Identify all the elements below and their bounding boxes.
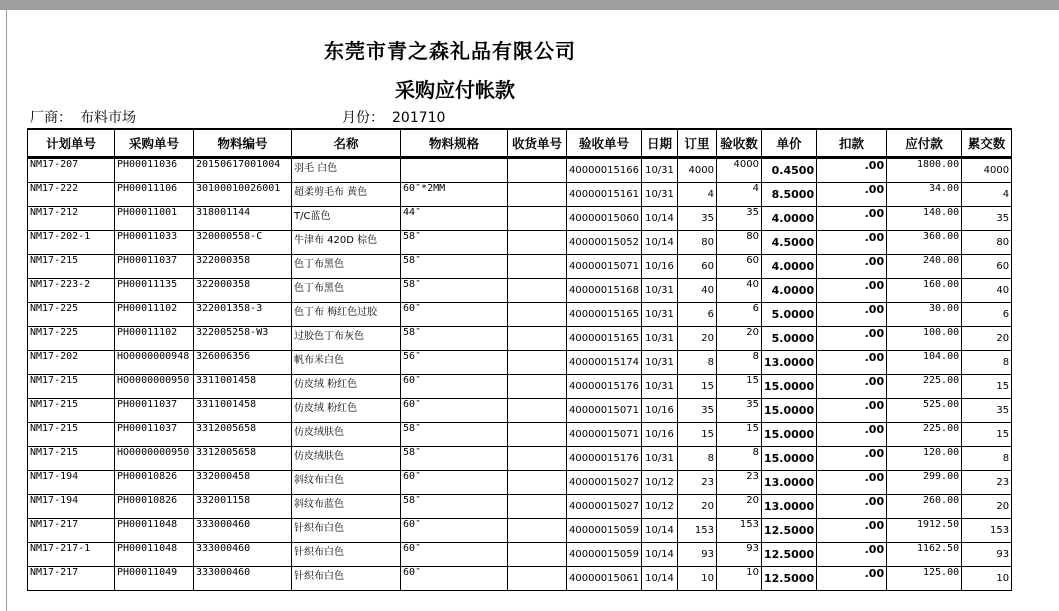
table-row: [28, 519, 1012, 543]
cell-receipt-no: [508, 495, 567, 519]
cell-material-code: 3311001458: [194, 399, 292, 423]
column-header-inspection-no: 验收单号: [567, 129, 642, 157]
cell-plan-no: NM17-217: [28, 519, 115, 543]
cell-receipt-no: [508, 303, 567, 327]
cell-purchase-no: PH00011036: [115, 159, 194, 183]
cell-material-code: 30100010026001: [194, 183, 292, 207]
cell-receipt-no: [508, 423, 567, 447]
cell-receipt-no: [508, 255, 567, 279]
cell-inspection-no: 40000015027: [567, 495, 642, 519]
table-row: [28, 375, 1012, 399]
cell-accepted-qty: 10: [717, 567, 762, 591]
cell-accepted-qty: 60: [717, 255, 762, 279]
cell-inspection-no: 40000015052: [567, 231, 642, 255]
cell-purchase-no: PH00010826: [115, 471, 194, 495]
cell-date: 10/31: [642, 351, 678, 375]
cell-name: 超柔剪毛布 黄色: [292, 183, 401, 207]
column-header-material-code: 物料编号: [194, 129, 292, 157]
cell-material-code: 333000460: [194, 567, 292, 591]
table-row: [28, 303, 1012, 327]
cell-spec: 60″: [401, 471, 508, 495]
cell-deduction: .00: [817, 567, 887, 591]
cell-accepted-qty: 35: [717, 207, 762, 231]
cell-date: 10/31: [642, 327, 678, 351]
cell-unit-price: 12.5000: [762, 519, 817, 543]
payables-table: [27, 158, 1012, 591]
cell-spec: 60″: [401, 567, 508, 591]
cell-accepted-qty: 15: [717, 423, 762, 447]
cell-date: 10/16: [642, 255, 678, 279]
cell-deduction: .00: [817, 399, 887, 423]
cell-order-qty: 10: [678, 567, 717, 591]
cell-inspection-no: 40000015165: [567, 303, 642, 327]
cell-purchase-no: PH00011033: [115, 231, 194, 255]
cell-spec: 60″*2MM: [401, 183, 508, 207]
cell-deduction: .00: [817, 543, 887, 567]
cell-inspection-no: 40000015061: [567, 567, 642, 591]
column-header-plan-no: 计划单号: [28, 129, 115, 157]
cell-cumulative-qty: 35: [962, 207, 1012, 231]
cell-deduction: .00: [817, 471, 887, 495]
cell-unit-price: 15.0000: [762, 423, 817, 447]
cell-name: 斜纹布蓝色: [292, 495, 401, 519]
cell-purchase-no: PH00011106: [115, 183, 194, 207]
cell-cumulative-qty: 10: [962, 567, 1012, 591]
cell-purchase-no: PH00010826: [115, 495, 194, 519]
cell-unit-price: 15.0000: [762, 447, 817, 471]
cell-order-qty: 35: [678, 399, 717, 423]
cell-material-code: 326006356: [194, 351, 292, 375]
cell-purchase-no: HO0000000948: [115, 351, 194, 375]
cell-material-code: 3312005658: [194, 447, 292, 471]
cell-payable: 1162.50: [887, 543, 962, 567]
cell-name: 斜纹布白色: [292, 471, 401, 495]
column-header-accepted-qty: 验收数: [717, 129, 762, 157]
table-row: [28, 447, 1012, 471]
cell-name: 牛津布 420D 棕色: [292, 231, 401, 255]
cell-plan-no: NM17-215: [28, 447, 115, 471]
cell-purchase-no: PH00011048: [115, 519, 194, 543]
cell-cumulative-qty: 80: [962, 231, 1012, 255]
cell-payable: 104.00: [887, 351, 962, 375]
cell-receipt-no: [508, 327, 567, 351]
cell-date: 10/12: [642, 495, 678, 519]
cell-unit-price: 4.0000: [762, 207, 817, 231]
cell-cumulative-qty: 60: [962, 255, 1012, 279]
cell-receipt-no: [508, 207, 567, 231]
column-header-deduction: 扣款: [817, 129, 887, 157]
cell-order-qty: 35: [678, 207, 717, 231]
cell-order-qty: 153: [678, 519, 717, 543]
cell-accepted-qty: 20: [717, 327, 762, 351]
cell-spec: 56″: [401, 351, 508, 375]
cell-name: 色丁布 梅红色过胶: [292, 303, 401, 327]
cell-date: 10/14: [642, 543, 678, 567]
cell-plan-no: NM17-202-1: [28, 231, 115, 255]
cell-purchase-no: PH00011048: [115, 543, 194, 567]
cell-inspection-no: 40000015176: [567, 447, 642, 471]
cell-date: 10/31: [642, 183, 678, 207]
month-info: [342, 107, 453, 127]
cell-name: 仿皮绒肤色: [292, 447, 401, 471]
cell-order-qty: 80: [678, 231, 717, 255]
report-title: 采购应付帐款: [395, 78, 515, 102]
cell-date: 10/31: [642, 303, 678, 327]
cell-plan-no: NM17-194: [28, 495, 115, 519]
cell-cumulative-qty: 4: [962, 183, 1012, 207]
cell-cumulative-qty: 15: [962, 423, 1012, 447]
cell-payable: 240.00: [887, 255, 962, 279]
cell-deduction: .00: [817, 327, 887, 351]
cell-accepted-qty: 20: [717, 495, 762, 519]
table-row: [28, 207, 1012, 231]
cell-spec: 58″: [401, 231, 508, 255]
table-row: [28, 351, 1012, 375]
cell-inspection-no: 40000015161: [567, 183, 642, 207]
cell-plan-no: NM17-222: [28, 183, 115, 207]
cell-deduction: .00: [817, 207, 887, 231]
cell-deduction: .00: [817, 183, 887, 207]
cell-deduction: .00: [817, 255, 887, 279]
cell-name: 针织布白色: [292, 543, 401, 567]
cell-accepted-qty: 35: [717, 399, 762, 423]
cell-payable: 100.00: [887, 327, 962, 351]
cell-payable: 260.00: [887, 495, 962, 519]
column-header-unit-price: 单价: [762, 129, 817, 157]
cell-spec: 58″: [401, 255, 508, 279]
cell-payable: 30.00: [887, 303, 962, 327]
cell-inspection-no: 40000015176: [567, 375, 642, 399]
cell-name: 过胶色丁布灰色: [292, 327, 401, 351]
cell-receipt-no: [508, 279, 567, 303]
cell-unit-price: 0.4500: [762, 159, 817, 183]
cell-date: 10/12: [642, 471, 678, 495]
cell-order-qty: 60: [678, 255, 717, 279]
supplier-value: 布料市场: [80, 110, 136, 126]
cell-order-qty: 23: [678, 471, 717, 495]
cell-receipt-no: [508, 567, 567, 591]
cell-material-code: 322000358: [194, 255, 292, 279]
cell-unit-price: 5.0000: [762, 327, 817, 351]
cell-deduction: .00: [817, 231, 887, 255]
cell-unit-price: 4.5000: [762, 231, 817, 255]
cell-plan-no: NM17-217: [28, 567, 115, 591]
cell-deduction: .00: [817, 303, 887, 327]
column-header-purchase-no: 采购单号: [115, 129, 194, 157]
column-header-row: [27, 128, 1012, 158]
cell-material-code: 332000458: [194, 471, 292, 495]
cell-inspection-no: 40000015027: [567, 471, 642, 495]
table-row: [28, 183, 1012, 207]
cell-payable: 125.00: [887, 567, 962, 591]
cell-date: 10/14: [642, 207, 678, 231]
cell-receipt-no: [508, 399, 567, 423]
cell-name: 仿皮绒 粉红色: [292, 399, 401, 423]
cell-spec: 58″: [401, 327, 508, 351]
cell-plan-no: NM17-215: [28, 375, 115, 399]
cell-cumulative-qty: 153: [962, 519, 1012, 543]
cell-material-code: 20150617001004: [194, 159, 292, 183]
cell-spec: 60″: [401, 543, 508, 567]
column-header-receipt-no: 收货单号: [508, 129, 567, 157]
cell-plan-no: NM17-202: [28, 351, 115, 375]
cell-unit-price: 15.0000: [762, 399, 817, 423]
cell-purchase-no: PH00011037: [115, 255, 194, 279]
cell-date: 10/31: [642, 447, 678, 471]
cell-plan-no: NM17-207: [28, 159, 115, 183]
cell-purchase-no: PH00011037: [115, 423, 194, 447]
cell-unit-price: 4.0000: [762, 255, 817, 279]
cell-cumulative-qty: 40: [962, 279, 1012, 303]
cell-unit-price: 5.0000: [762, 303, 817, 327]
cell-deduction: .00: [817, 279, 887, 303]
cell-deduction: .00: [817, 351, 887, 375]
cell-plan-no: NM17-215: [28, 423, 115, 447]
page-left-edge: [6, 10, 7, 611]
cell-inspection-no: 40000015165: [567, 327, 642, 351]
cell-unit-price: 12.5000: [762, 567, 817, 591]
cell-spec: 60″: [401, 399, 508, 423]
cell-purchase-no: PH00011102: [115, 303, 194, 327]
cell-spec: 60″: [401, 375, 508, 399]
cell-material-code: 322000358: [194, 279, 292, 303]
company-title: 东莞市青之森礼品有限公司: [324, 39, 576, 63]
cell-cumulative-qty: 15: [962, 375, 1012, 399]
cell-deduction: .00: [817, 447, 887, 471]
cell-name: T/C蓝色: [292, 207, 401, 231]
cell-payable: 225.00: [887, 423, 962, 447]
cell-payable: 34.00: [887, 183, 962, 207]
cell-payable: 1800.00: [887, 159, 962, 183]
cell-order-qty: 6: [678, 303, 717, 327]
cell-date: 10/16: [642, 423, 678, 447]
cell-spec: 60″: [401, 519, 508, 543]
table-row: [28, 159, 1012, 183]
cell-spec: 58″: [401, 495, 508, 519]
cell-unit-price: 13.0000: [762, 351, 817, 375]
table-row: [28, 495, 1012, 519]
cell-name: 帆布米白色: [292, 351, 401, 375]
cell-receipt-no: [508, 471, 567, 495]
table-row: [28, 399, 1012, 423]
cell-receipt-no: [508, 231, 567, 255]
cell-deduction: .00: [817, 495, 887, 519]
cell-payable: 360.00: [887, 231, 962, 255]
month-label: 月份：: [342, 110, 384, 126]
cell-material-code: 318001144: [194, 207, 292, 231]
cell-order-qty: 93: [678, 543, 717, 567]
cell-accepted-qty: 6: [717, 303, 762, 327]
cell-inspection-no: 40000015071: [567, 423, 642, 447]
column-header-date: 日期: [642, 129, 678, 157]
cell-plan-no: NM17-194: [28, 471, 115, 495]
cell-cumulative-qty: 93: [962, 543, 1012, 567]
cell-order-qty: 15: [678, 423, 717, 447]
cell-name: 羽毛 白色: [292, 159, 401, 183]
cell-cumulative-qty: 6: [962, 303, 1012, 327]
cell-order-qty: 15: [678, 375, 717, 399]
cell-inspection-no: 40000015059: [567, 519, 642, 543]
cell-material-code: 332001158: [194, 495, 292, 519]
cell-inspection-no: 40000015166: [567, 159, 642, 183]
cell-date: 10/14: [642, 567, 678, 591]
cell-material-code: 333000460: [194, 519, 292, 543]
cell-payable: 120.00: [887, 447, 962, 471]
column-header-cumulative-qty: 累交数: [962, 129, 1012, 157]
cell-deduction: .00: [817, 519, 887, 543]
cell-purchase-no: PH00011102: [115, 327, 194, 351]
cell-plan-no: NM17-223-2: [28, 279, 115, 303]
cell-spec: 44″: [401, 207, 508, 231]
table-row: [28, 567, 1012, 591]
cell-order-qty: 8: [678, 351, 717, 375]
cell-deduction: .00: [817, 375, 887, 399]
table-row: [28, 279, 1012, 303]
cell-inspection-no: 40000015071: [567, 399, 642, 423]
cell-unit-price: 13.0000: [762, 471, 817, 495]
cell-date: 10/31: [642, 375, 678, 399]
cell-material-code: 320000558-C: [194, 231, 292, 255]
cell-payable: 140.00: [887, 207, 962, 231]
table-row: [28, 327, 1012, 351]
cell-receipt-no: [508, 351, 567, 375]
cell-plan-no: NM17-225: [28, 327, 115, 351]
cell-accepted-qty: 8: [717, 447, 762, 471]
cell-spec: 60″: [401, 303, 508, 327]
cell-receipt-no: [508, 183, 567, 207]
cell-order-qty: 4: [678, 183, 717, 207]
table-row: [28, 543, 1012, 567]
cell-inspection-no: 40000015168: [567, 279, 642, 303]
cell-order-qty: 4000: [678, 159, 717, 183]
table-row: [28, 423, 1012, 447]
cell-material-code: 3312005658: [194, 423, 292, 447]
cell-accepted-qty: 4: [717, 183, 762, 207]
table-row: [28, 255, 1012, 279]
cell-inspection-no: 40000015071: [567, 255, 642, 279]
month-value: 201710: [392, 110, 446, 126]
cell-order-qty: 20: [678, 327, 717, 351]
cell-name: 色丁布黑色: [292, 279, 401, 303]
window-top-bar: [0, 0, 1059, 10]
column-header-order-qty: 订里: [678, 129, 717, 157]
column-header-spec: 物料规格: [401, 129, 508, 157]
cell-spec: 58″: [401, 423, 508, 447]
cell-accepted-qty: 15: [717, 375, 762, 399]
cell-unit-price: 8.5000: [762, 183, 817, 207]
cell-spec: 58″: [401, 447, 508, 471]
cell-cumulative-qty: 35: [962, 399, 1012, 423]
cell-receipt-no: [508, 519, 567, 543]
cell-material-code: 322005258-W3: [194, 327, 292, 351]
cell-inspection-no: 40000015174: [567, 351, 642, 375]
cell-cumulative-qty: 20: [962, 495, 1012, 519]
cell-date: 10/31: [642, 159, 678, 183]
cell-material-code: 3311001458: [194, 375, 292, 399]
cell-accepted-qty: 23: [717, 471, 762, 495]
cell-order-qty: 40: [678, 279, 717, 303]
cell-cumulative-qty: 20: [962, 327, 1012, 351]
cell-payable: 225.00: [887, 375, 962, 399]
column-header-name: 名称: [292, 129, 401, 157]
column-header-payable: 应付款: [887, 129, 962, 157]
cell-name: 仿皮绒肤色: [292, 423, 401, 447]
cell-material-code: 322001358-3: [194, 303, 292, 327]
cell-accepted-qty: 153: [717, 519, 762, 543]
cell-plan-no: NM17-225: [28, 303, 115, 327]
cell-unit-price: 12.5000: [762, 543, 817, 567]
table-row: [28, 231, 1012, 255]
cell-payable: 525.00: [887, 399, 962, 423]
supplier-info: [30, 107, 144, 127]
cell-cumulative-qty: 23: [962, 471, 1012, 495]
cell-accepted-qty: 93: [717, 543, 762, 567]
cell-receipt-no: [508, 159, 567, 183]
cell-name: 仿皮绒 粉红色: [292, 375, 401, 399]
cell-receipt-no: [508, 543, 567, 567]
cell-plan-no: NM17-217-1: [28, 543, 115, 567]
cell-unit-price: 4.0000: [762, 279, 817, 303]
table-row: [28, 471, 1012, 495]
cell-payable: 160.00: [887, 279, 962, 303]
cell-plan-no: NM17-212: [28, 207, 115, 231]
cell-accepted-qty: 40: [717, 279, 762, 303]
cell-inspection-no: 40000015059: [567, 543, 642, 567]
supplier-label: 厂商：: [30, 110, 72, 126]
cell-date: 10/31: [642, 279, 678, 303]
cell-order-qty: 8: [678, 447, 717, 471]
cell-order-qty: 20: [678, 495, 717, 519]
cell-material-code: 333000460: [194, 543, 292, 567]
cell-purchase-no: PH00011037: [115, 399, 194, 423]
cell-accepted-qty: 4000: [717, 159, 762, 183]
cell-purchase-no: PH00011001: [115, 207, 194, 231]
cell-cumulative-qty: 4000: [962, 159, 1012, 183]
cell-name: 色丁布黑色: [292, 255, 401, 279]
cell-payable: 299.00: [887, 471, 962, 495]
cell-purchase-no: PH00011135: [115, 279, 194, 303]
cell-name: 针织布白色: [292, 519, 401, 543]
cell-plan-no: NM17-215: [28, 399, 115, 423]
cell-receipt-no: [508, 375, 567, 399]
cell-plan-no: NM17-215: [28, 255, 115, 279]
cell-spec: [401, 159, 508, 183]
cell-unit-price: 15.0000: [762, 375, 817, 399]
cell-accepted-qty: 8: [717, 351, 762, 375]
cell-payable: 1912.50: [887, 519, 962, 543]
cell-inspection-no: 40000015060: [567, 207, 642, 231]
cell-purchase-no: HO0000000950: [115, 447, 194, 471]
cell-spec: 58″: [401, 279, 508, 303]
cell-deduction: .00: [817, 159, 887, 183]
cell-receipt-no: [508, 447, 567, 471]
cell-accepted-qty: 80: [717, 231, 762, 255]
cell-date: 10/14: [642, 231, 678, 255]
cell-cumulative-qty: 8: [962, 351, 1012, 375]
cell-date: 10/14: [642, 519, 678, 543]
cell-unit-price: 13.0000: [762, 495, 817, 519]
cell-name: 针织布白色: [292, 567, 401, 591]
cell-purchase-no: HO0000000950: [115, 375, 194, 399]
cell-date: 10/16: [642, 399, 678, 423]
cell-cumulative-qty: 8: [962, 447, 1012, 471]
cell-deduction: .00: [817, 423, 887, 447]
cell-purchase-no: PH00011049: [115, 567, 194, 591]
